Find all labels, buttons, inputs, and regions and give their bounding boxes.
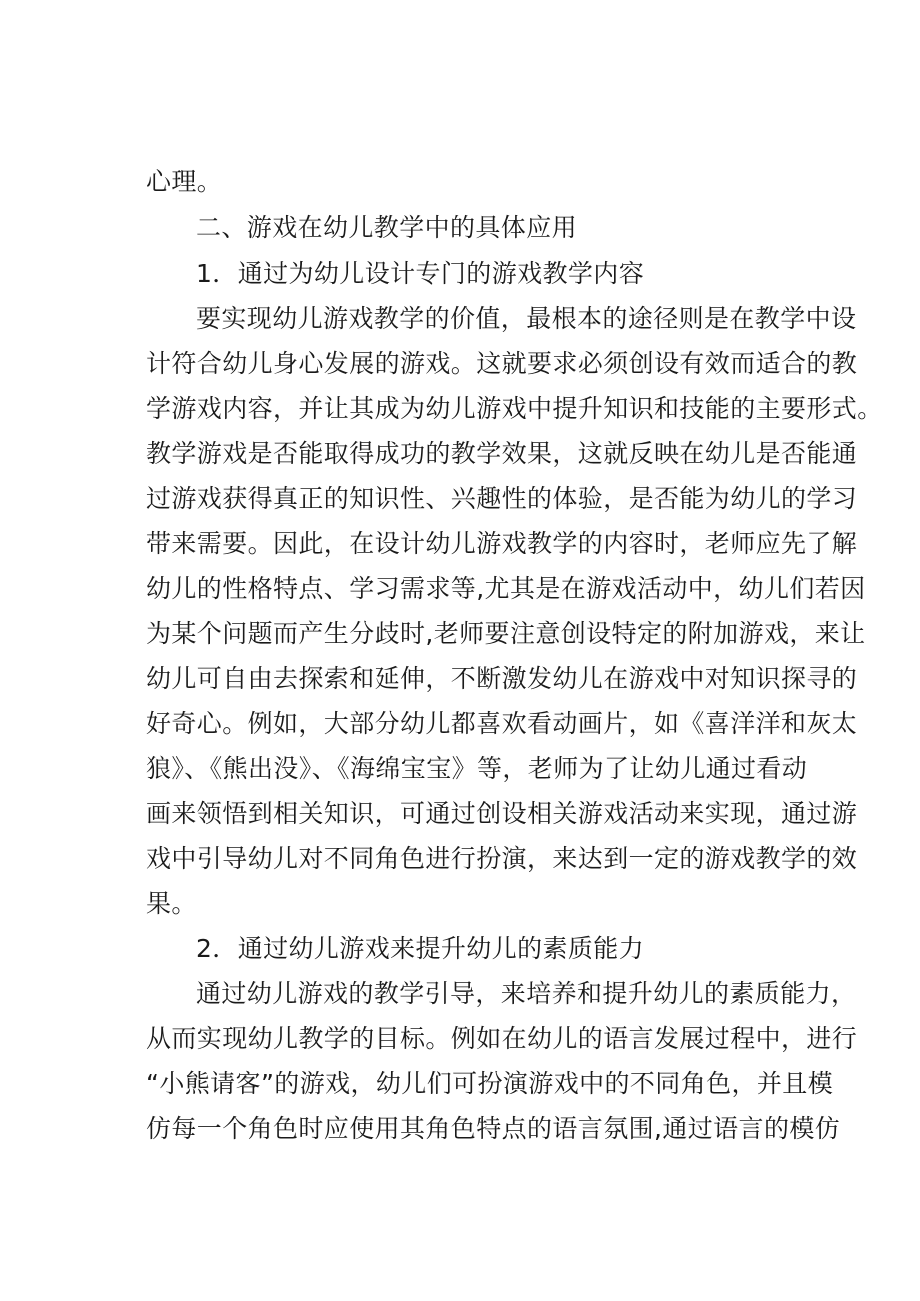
text-line: 要实现幼儿游戏教学的价值，最根本的途径则是在教学中设 [196,304,857,333]
text-line: 果。 [146,889,197,918]
text-line: 幼儿的性格特点、学习需求等,尤其是在游戏活动中，幼儿们若因 [146,574,866,603]
subsection-heading: 2．通过幼儿游戏来提升幼儿的素质能力 [196,934,645,963]
text-line: 画来领悟到相关知识，可通过创设相关游戏活动来实现，通过游 [146,799,858,828]
text-line: 戏中引导幼儿对不同角色进行扮演，来达到一定的游戏教学的效 [146,844,858,873]
text-line: 为某个问题而产生分歧时,老师要注意创设特定的附加游戏，来让 [146,619,866,648]
text-line: 狼》、《熊出没》、《海绵宝宝》等，老师为了让幼儿通过看动 [146,754,808,783]
text-line: 教学游戏是否能取得成功的教学效果，这就反映在幼儿是否能通 [146,439,858,468]
text-line: 好奇心。例如，大部分幼儿都喜欢看动画片，如《喜洋洋和灰太 [146,709,858,738]
text-line: 通过幼儿游戏的教学引导，来培养和提升幼儿的素质能力， [196,979,857,1008]
subsection-heading: 1．通过为幼儿设计专门的游戏教学内容 [196,259,645,288]
text-line: 幼儿可自由去探索和延伸，不断激发幼儿在游戏中对知识探寻的 [146,664,858,693]
text-line: 过游戏获得真正的知识性、兴趣性的体验，是否能为幼儿的学习 [146,484,858,513]
text-line: 带来需要。因此，在设计幼儿游戏教学的内容时，老师应先了解 [146,529,858,558]
text-line: 仿每一个角色时应使用其角色特点的语言氛围,通过语言的模仿 [146,1114,841,1143]
text-line: “小熊请客”的游戏，幼儿们可扮演游戏中的不同角色，并且模 [146,1069,834,1098]
text-line: 心理。 [146,167,223,196]
text-line: 计符合幼儿身心发展的游戏。这就要求必须创设有效而适合的教 [146,349,858,378]
section-heading: 二、游戏在幼儿教学中的具体应用 [196,213,578,242]
text-line: 从而实现幼儿教学的目标。例如在幼儿的语言发展过程中，进行 [146,1024,858,1053]
text-line: 学游戏内容，并让其成为幼儿游戏中提升知识和技能的主要形式。 [146,394,883,423]
